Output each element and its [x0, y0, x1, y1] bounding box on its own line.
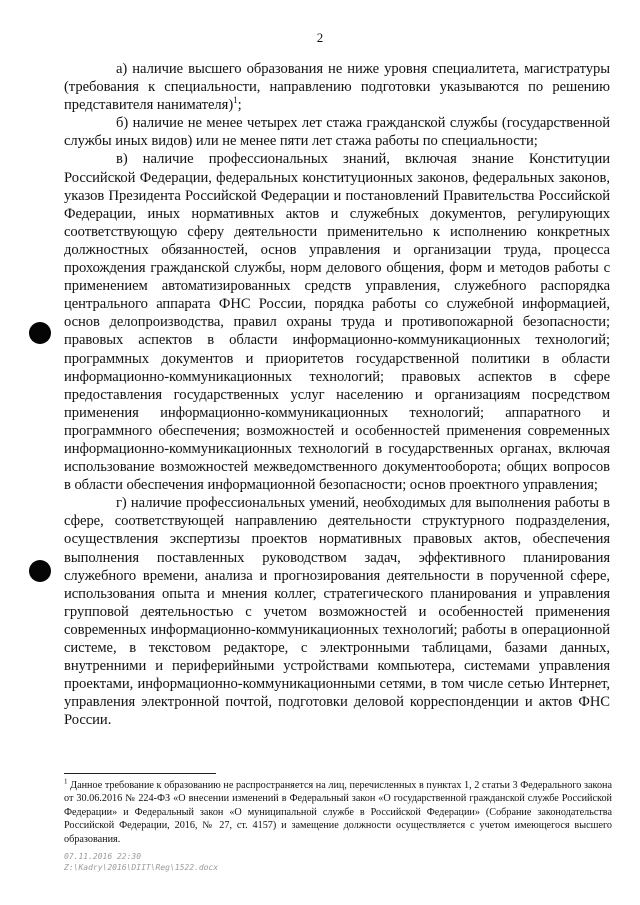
punch-hole-upper [29, 322, 51, 344]
paragraph-a [64, 60, 610, 114]
footnote [64, 779, 612, 846]
footnote-separator [64, 773, 216, 774]
page-number: 2 [316, 30, 324, 45]
paragraph-b: б) наличие не менее четырех лет стажа гражданской службы (государственной службы иных видов) или не менее пяти лет стажа работы по специальности; [64, 115, 610, 150]
paragraph-a-text: а) наличие высшего образования не ниже уровня специалитета, магистратуры (требования к специальности, направлению подготовки указываются по решению представителя нанимателя) [64, 61, 610, 114]
footnote-reference: 1 [233, 95, 238, 106]
paragraph-g: г) наличие профессиональных умений, необходимых для выполнения работы в сфере, соответствующей направлению деятельности структурного подразделения, осуществления экспертизы проектов нормативных правовых актов, обеспечения выполнения поставленных руководством задач, эффективного планирования служебного времени, анализа и прогнозирования деятельности в порученной сфере, использования опыта и мнения коллег, стратегического планирования и управления групповой деятельностью с учетом возможностей и особенностей применения современных информационно-коммуникационных технологий; работы в операционной системе, в текстовом редакторе, с электронными таблицами, базами данных, внутренними и периферийными устройствами компьютера, системами управления проектами, информационно-коммуникационными сетями, в том числе сетью Интернет, управления электронной почтой, подготовки деловой корреспонденции и актов ФНС России. [64, 495, 610, 729]
paragraph-v: в) наличие профессиональных знаний, включая знание Конституции Российской Федерации, федеральных конституционных законов, федеральных законов, указов Президента Российской Федерации и постановлений Правительства Российской Федерации, иных нормативных актов и служебных документов, регулирующих соответствующую сферу деятельности применительно к исполнению конкретных должностных обязанностей, основ управления и организации труда, процесса прохождения гражданской службы, норм делового общения, форм и методов работы с применением автоматизированных средств управления, служебного распорядка центрального аппарата ФНС России, порядка работы со служебной информацией, основ делопроизводства, правил охраны труда и противопожарной безопасности; правовых аспектов в области информационно-коммуникационных технологий; программных документов и приоритетов государственной политики в области информационно-коммуникационных технологий; правовых аспектов в сфере предоставления государственных услуг населению и организациям посредством применения информационно-коммуникационных технологий; аппаратного и программного обеспечения; возможностей и особенностей применения современных информационно-коммуникационных технологий в государственных органах, включая использование возможностей межведомственного документооборота; общих вопросов в области обеспечения информационной безопасности; основ проектного управления; [64, 151, 610, 494]
print-stamp-path: Z:\Kadry\2016\DIIT\Reg\1522.docx [64, 863, 219, 872]
print-stamp-date: 07.11.2016 22:30 [64, 852, 142, 861]
footnote-mark: 1 [64, 777, 68, 786]
footnote-text: Данное требование к образованию не распространяется на лиц, перечисленных в пунктах 1, 2 статьи 3 Федерального закона от 30.06.2016 № 224-ФЗ «О внесении изменений в Федеральный закон «О государственной гражданской службе Российской Федерации» и Федеральный закон «О муниципальной службе в Российской Федерации» (Собрание законодательства Российской Федерации, 2016, № 27, ст. 4157) и замещение должности осуществляется с учетом имеющегося высшего образования. [64, 780, 613, 845]
paragraph-a-tail: ; [237, 97, 242, 114]
document-body [64, 60, 610, 729]
punch-hole-lower [29, 560, 51, 582]
